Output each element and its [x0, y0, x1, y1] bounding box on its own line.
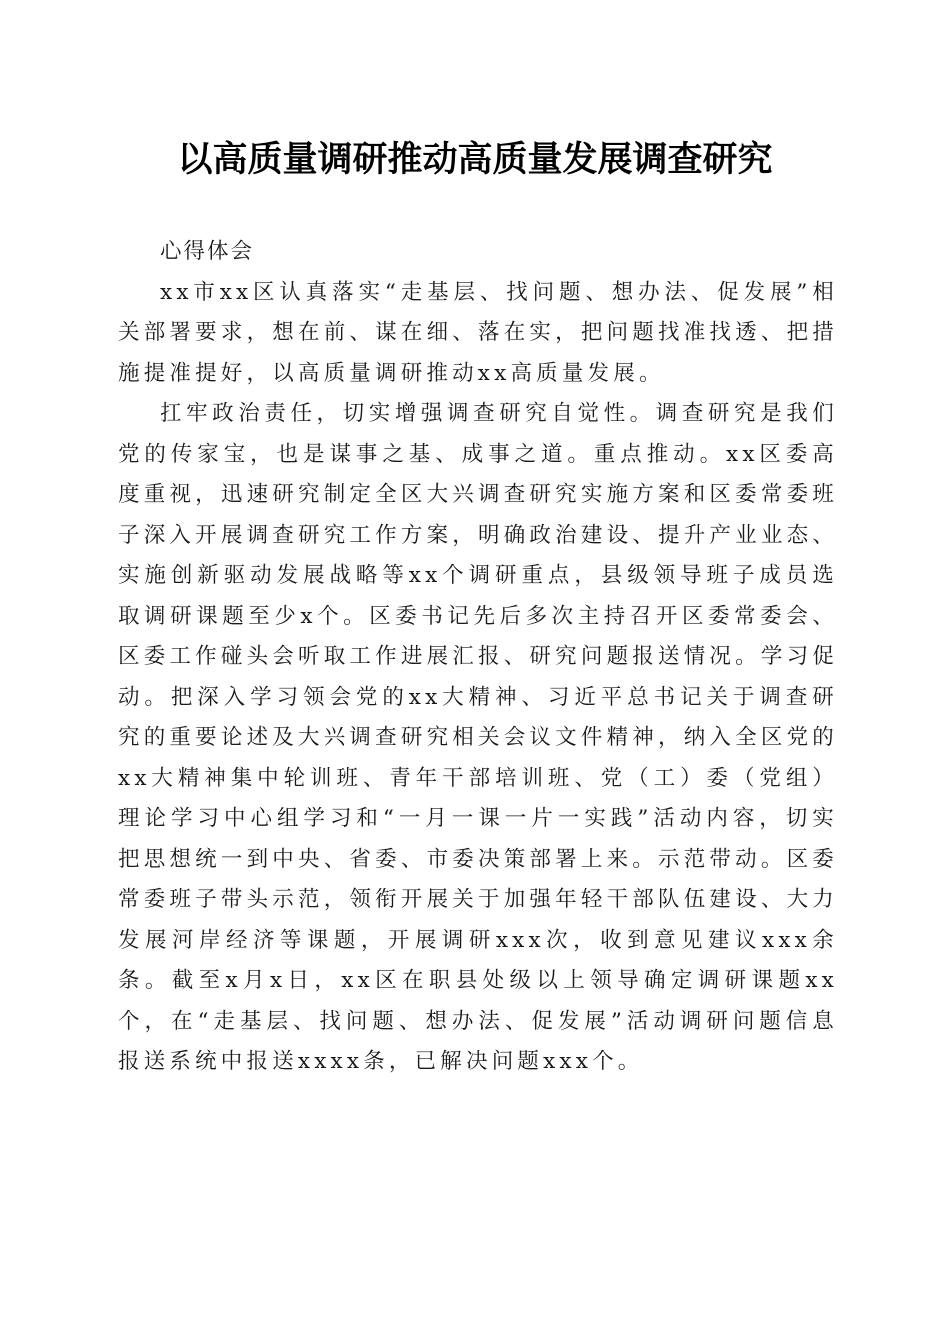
section-subtitle: 心得体会 [160, 239, 255, 264]
document-title: 以高质量调研推动高质量发展调查研究 [177, 139, 773, 180]
paragraph-political-responsibility: 扛牢政治责任，切实增强调查研究自觉性。调查研究是我们党的传家宝，也是谋事之基、成事之道。重点推动。xx区委高度重视，迅速研究制定全区大兴调查研究实施方案和区委常委班子深入开展调查研究工作方案，明确政治建设、提升产业业态、实施创新驱动发展战略等xx个调研重点，县级领导班子成员选取调研课题至少x个。区委书记先后多次主持召开区委常委会、区委工作碰头会听取工作进展汇报、研究问题报送情况。学习促动。把深入学习领会党的xx大精神、习近平总书记关于调查研究的重要论述及大兴调查研究相关会议文件精神，纳入全区党的xx大精神集中轮训班、青年干部培训班、党（工）委（党组）理论学习中心组学习和“一月一课一片一实践”活动内容，切实把思想统一到中央、省委、市委决策部署上来。示范带动。区委常委班子带头示范，领衔开展关于加强年轻干部队伍建设、大力发展河岸经济等课题，开展调研xxx次，收到意见建议xxx余条。截至x月x日，xx区在职县处级以上领导确定调研课题xx个，在“走基层、找问题、想办法、促发展”活动调研问题信息报送系统中报送xxxx条，已解决问题xxx个。 [118, 401, 838, 1074]
document-body [118, 232, 838, 1083]
paragraph-intro: xx市xx区认真落实“走基层、找问题、想办法、促发展”相关部署要求，想在前、谋在细、落在实，把问题找准找透、把措施提准提好，以高质量调研推动xx高质量发展。 [118, 279, 838, 386]
